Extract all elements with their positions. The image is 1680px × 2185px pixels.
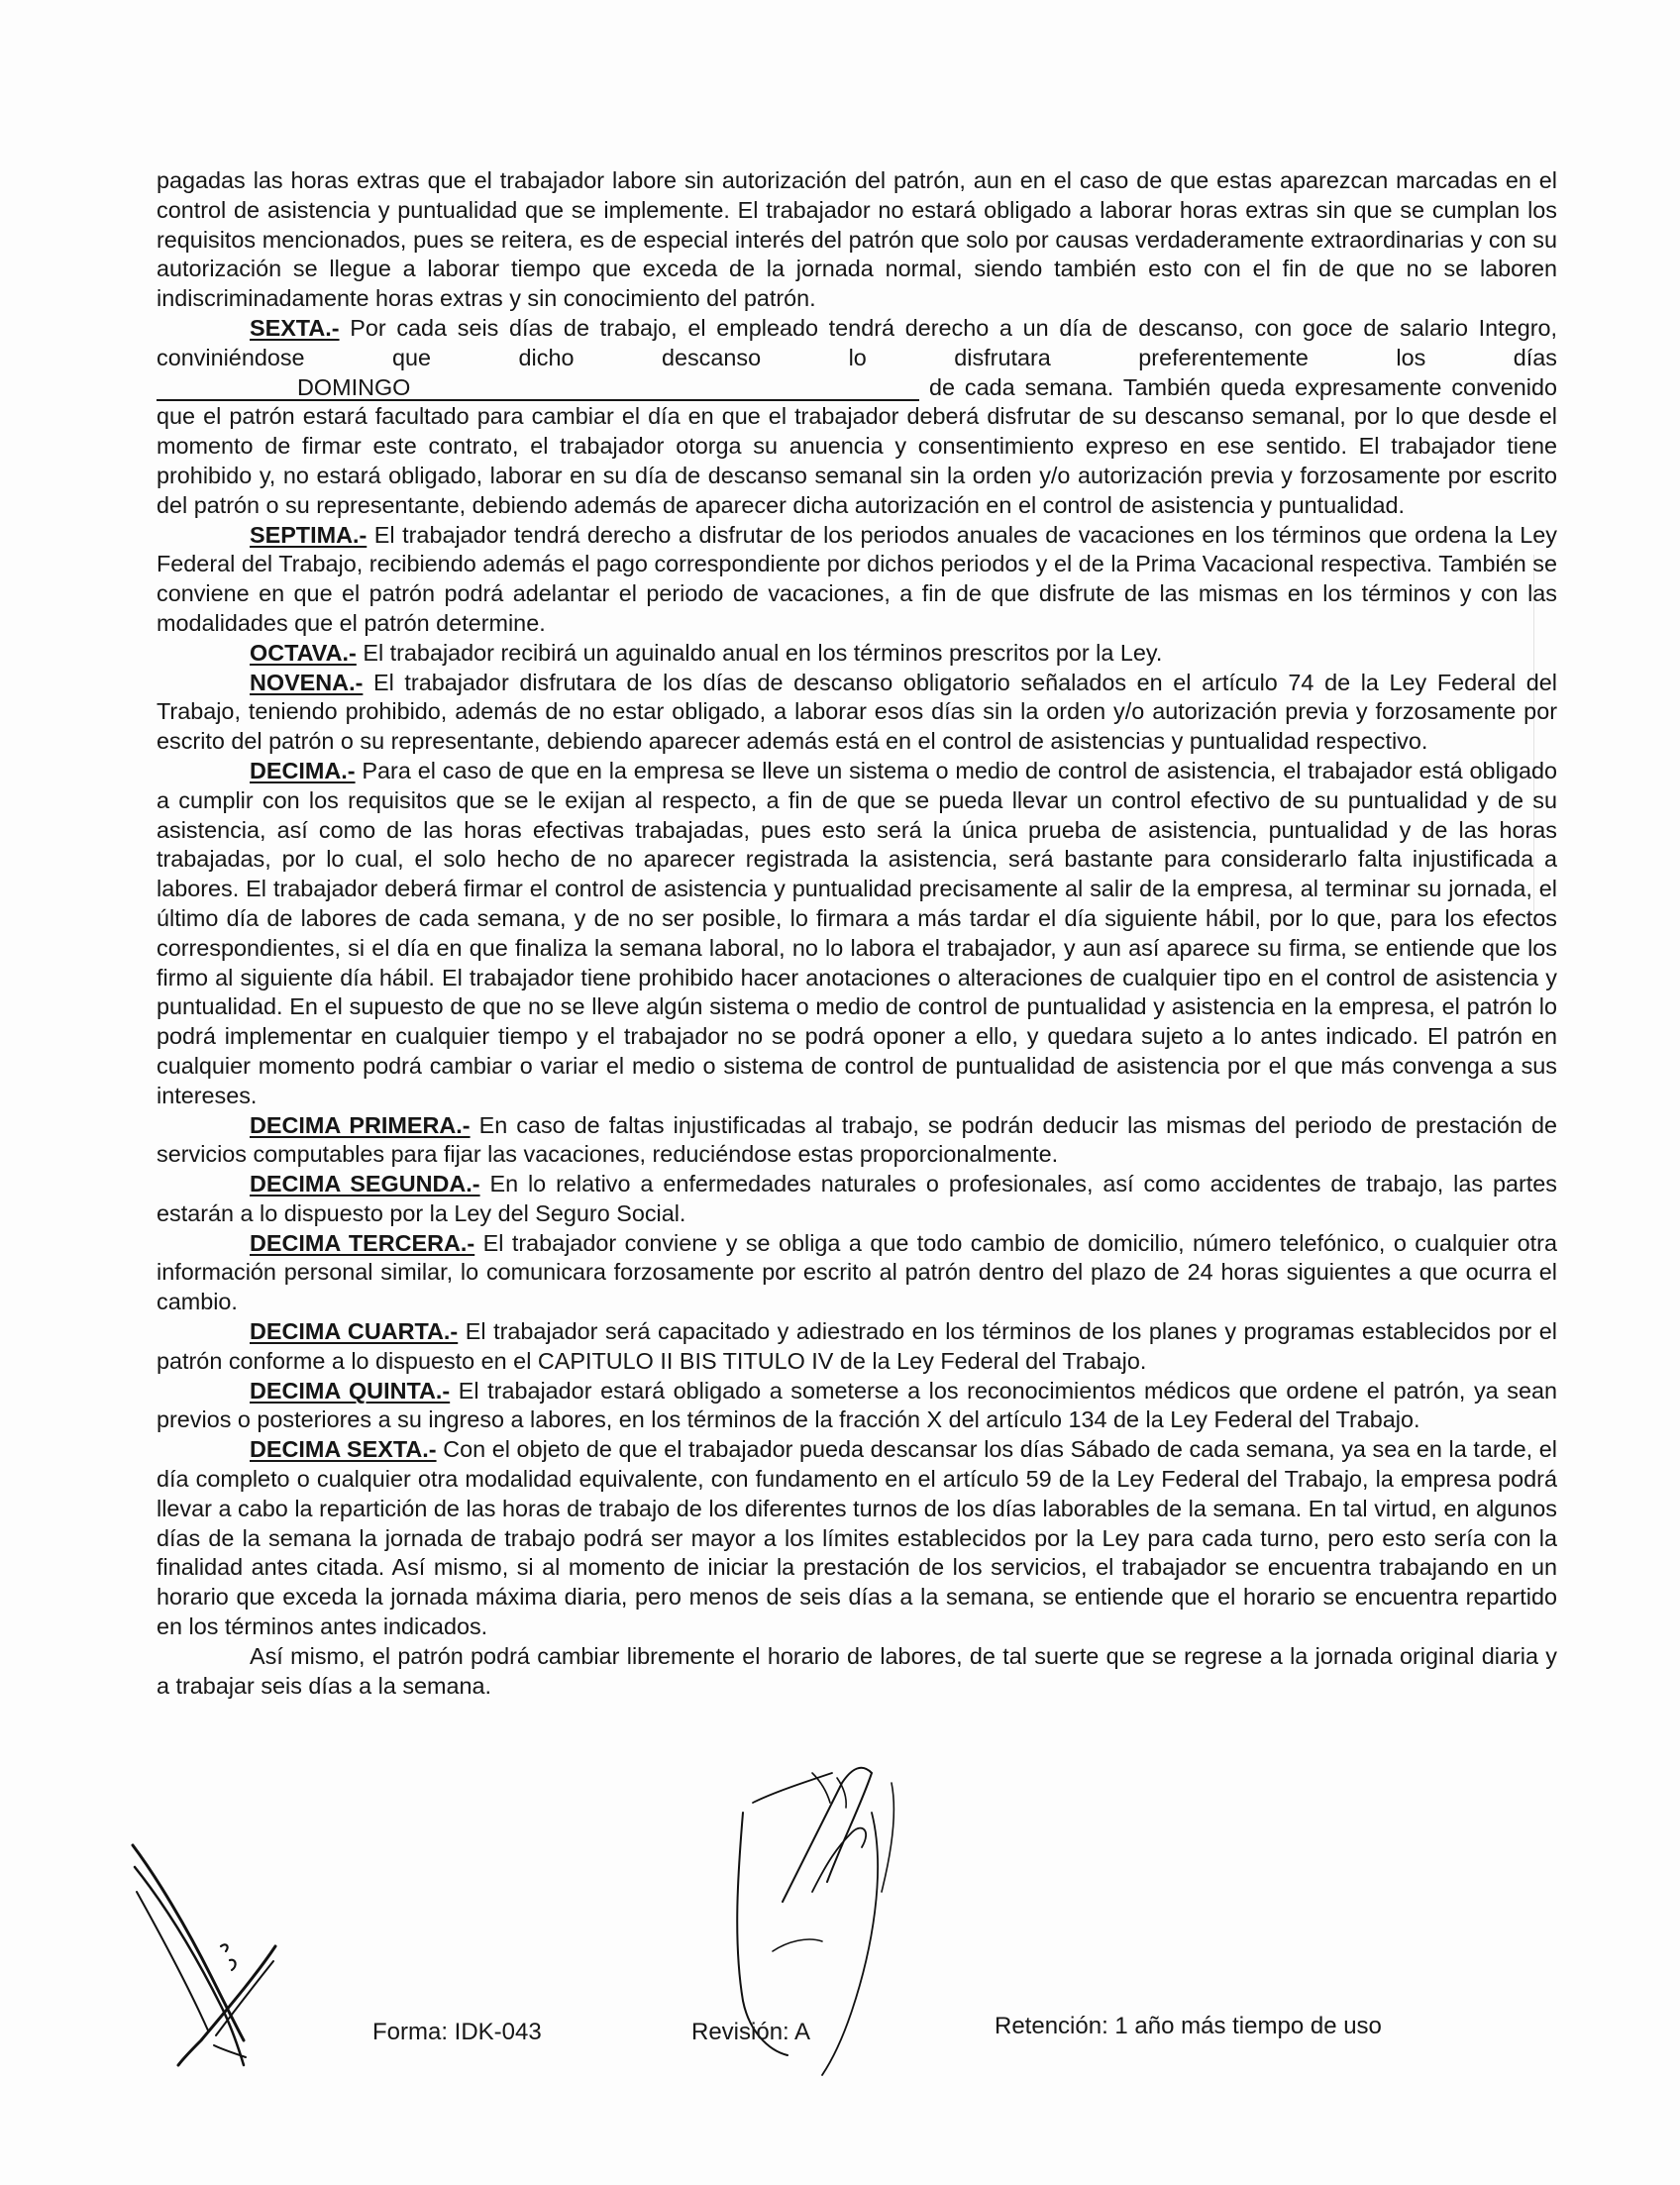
clause-heading: DECIMA QUINTA.- [250, 1377, 451, 1404]
paragraph-decima-cuarta: DECIMA CUARTA.- El trabajador será capacitado y adiestrado en los términos de los planes y programas establecidos por el patrón conforme a lo dispuesto en el CAPITULO II BIS TITULO IV de la Ley Federal del Trabajo. [157, 1318, 1557, 1374]
clause-heading: DECIMA TERCERA.- [250, 1229, 475, 1256]
paragraph-decima: DECIMA.- Para el caso de que en la empresa se lleve un sistema o medio de control de asistencia, el trabajador está obligado a cumplir con los requisitos que se le exijan al respecto, a fin de que se pueda llevar un control efectivo de su puntualidad y de su asistencia, así como de las horas efectivas trabajadas, pues esto será la única prueba de asistencia, puntualidad y de las horas trabajadas, por lo cual, el solo hecho de no aparecer registrada la asistencia, será bastante para considerarlo falta injustificada a labores. El trabajador deberá firmar el control de asistencia y puntualidad precisamente al salir de la empresa, al terminar su jornada, el último día de labores de cada semana, y de no ser posible, lo firmara a más tardar el día siguiente hábil, por lo que, para los efectos correspondientes, si el día en que finaliza la semana laboral, no lo labora el trabajador, y aun así aparece su firma, se entiende que los firmo al siguiente día hábil. El trabajador tiene prohibido hacer anotaciones o alteraciones de cualquier tipo en el control de asistencia y puntualidad. En el supuesto de que no se lleve algún sistema o medio de control de puntualidad y asistencia en la empresa, el patrón lo podrá implementar en cualquier tiempo y el trabajador no se podrá oponer a ello, y quedara sujeto a lo antes indicado. El patrón en cualquier momento podrá cambiar o variar el medio o sistema de control de puntualidad de asistencia por el que más convenga a sus intereses. [157, 757, 1557, 1108]
footer-retention: Retención: 1 año más tiempo de uso [995, 2013, 1382, 2039]
clause-heading: OCTAVA.- [250, 639, 357, 666]
clause-heading: SEXTA.- [250, 314, 340, 341]
paragraph-decima-quinta: DECIMA QUINTA.- El trabajador estará obligado a someterse a los reconocimientos médicos que ordene el patrón, ya sean previos o posteriores a su ingreso a labores, en los términos de la fracción X del artículo 134 de la Ley Federal del Trabajo. [157, 1377, 1557, 1433]
clause-heading: NOVENA.- [250, 669, 364, 695]
clause-heading: DECIMA.- [250, 757, 356, 783]
clause-heading: DECIMA CUARTA.- [250, 1318, 459, 1345]
clause-heading: DECIMA SEXTA.- [250, 1436, 437, 1463]
paragraph-0: pagadas las horas extras que el trabajador labore sin autorización del patrón, aun en el caso de que estas aparezcan marcadas en el control de asistencia y puntualidad que se implemente. El trabajador no estará obligado a laborar horas extras sin que se cumplan los requisitos mencionados, pues se reitera, es de especial interés del patrón que solo por causas verdaderamente extraordinarias y con su autorización se llegue a laborar tiempo que exceda de la jornada normal, siendo también esto con el fin de que no se laboren indiscriminadamente horas extras y sin conocimiento del patrón. [157, 167, 1557, 312]
clause-heading: SEPTIMA.- [250, 521, 368, 548]
paragraph-decima-primera: DECIMA PRIMERA.- En caso de faltas injustificadas al trabajo, se podrán deducir las mismas del periodo de prestación de servicios computables para fijar las vacaciones, reduciéndose estas proporcionalmente. [157, 1111, 1557, 1168]
paragraph-octava: OCTAVA.- El trabajador recibirá un aguinaldo anual en los términos prescritos por la Ley. [250, 639, 1163, 666]
paragraph-closing: Así mismo, el patrón podrá cambiar libremente el horario de labores, de tal suerte que se regrese a la jornada original diaria y a trabajar seis días a la semana. [157, 1642, 1557, 1699]
paragraph-sexta: SEXTA.- Por cada seis días de trabajo, el empleado tendrá derecho a un día de descanso, con goce de salario Integro, conviniéndose que dicho descanso lo disfrutara preferentemente los días DOMINGO de cada semana. También queda expresamente convenido que el patrón estará facultado para cambiar el día en que el trabajador deberá disfrutar de su descanso semanal, por lo que desde el momento de firmar este contrato, el trabajador otorga su anuencia y consentimiento expreso en ese sentido. El trabajador tiene prohibido y, no estará obligado, laborar en su día de descanso semanal sin la orden y/o autorización previa y forzosamente por escrito del patrón o su representante, debiendo además de aparecer dicha autorización en el control de asistencia y puntualidad. [157, 314, 1557, 518]
signature-left-icon [127, 1837, 285, 2085]
paragraph-decima-segunda: DECIMA SEGUNDA.- En lo relativo a enfermedades naturales o profesionales, así como accidentes de trabajo, las partes estarán a lo dispuesto por la Ley del Seguro Social. [157, 1171, 1557, 1226]
clause-heading: DECIMA SEGUNDA.- [250, 1171, 480, 1197]
clause-heading: DECIMA PRIMERA.- [250, 1111, 471, 1138]
paragraph-septima: SEPTIMA.- El trabajador tendrá derecho a disfrutar de los periodos anuales de vacaciones en los términos que ordena la Ley Federal del Trabajo, recibiendo además el pago correspondiente por dichos periodos y el de la Prima Vacacional respectiva. También se conviene en que el patrón podrá adelantar el periodo de vacaciones, a fin de que disfrute de las mismas en los términos y con las modalidades que el patrón determine. [157, 521, 1557, 636]
paragraph-decima-tercera: DECIMA TERCERA.- El trabajador conviene y se obliga a que todo cambio de domicilio, número telefónico, o cualquier otra información personal similar, lo comunicara forzosamente por escrito al patrón dentro del plazo de 24 horas siguientes a que ocurra el cambio. [157, 1229, 1557, 1315]
footer-revision: Revisión: A [691, 2019, 811, 2045]
filled-blank-day: DOMINGO [157, 375, 919, 401]
document-body [157, 166, 1557, 1701]
footer-form-code: Forma: IDK-043 [372, 2019, 542, 2045]
paragraph-novena: NOVENA.- El trabajador disfrutara de los días de descanso obligatorio señalados en el artículo 74 de la Ley Federal del Trabajo, teniendo prohibido, además de no estar obligado, a laborar esos días sin la orden y/o autorización previa y forzosamente por escrito del patrón o su representante, debiendo aparecer además está en el control de asistencias y puntualidad respectivo. [157, 669, 1557, 755]
paragraph-decima-sexta: DECIMA SEXTA.- Con el objeto de que el trabajador pueda descansar los días Sábado de cada semana, ya sea en la tarde, el día completo o cualquier otra modalidad equivalente, con fundamento en el artículo 59 de la Ley Federal del Trabajo, la empresa podrá llevar a cabo la repartición de las horas de trabajo de los diferentes turnos de los días laborables de la semana. En tal virtud, en algunos días de la semana la jornada de trabajo podrá ser mayor a los límites establecidos por la Ley para cada turno, pero esto sería con la finalidad antes citada. Así mismo, si al momento de iniciar la prestación de los servicios, el trabajador se encuentra trabajando en un horario que exceda la jornada máxima diaria, pero menos de seis días a la semana, se entiende que el horario se encuentra repartido en los términos antes indicados. [157, 1436, 1557, 1640]
